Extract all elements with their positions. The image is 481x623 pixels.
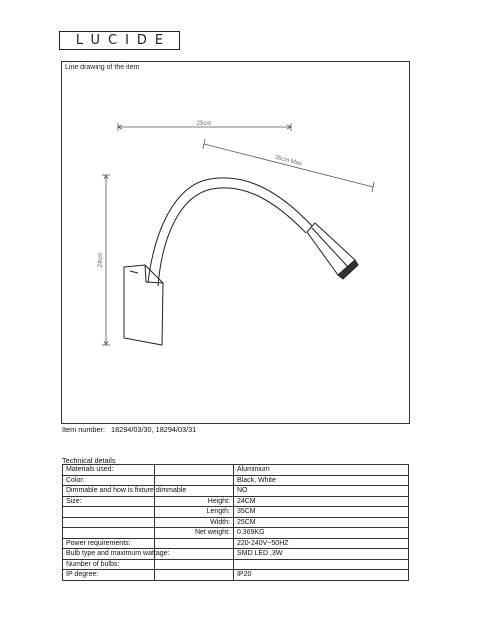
spec-sublabel bbox=[155, 570, 234, 581]
spec-sublabel: Length: bbox=[155, 507, 234, 518]
spec-label: Size: bbox=[63, 496, 155, 507]
spec-label: IP degree: bbox=[63, 570, 155, 581]
spec-sublabel bbox=[155, 559, 234, 570]
spec-label: Dimmable and how is fixture dimmable bbox=[63, 486, 155, 497]
height-dimension-label: 24cm bbox=[98, 252, 104, 268]
spec-value: 220-240V~50HZ bbox=[233, 538, 408, 549]
technical-details-table bbox=[62, 464, 409, 581]
table-row bbox=[63, 496, 409, 507]
table-row bbox=[63, 538, 409, 549]
technical-details-title: Technical details bbox=[62, 456, 116, 465]
table-row bbox=[63, 549, 409, 560]
spec-value: 25CM bbox=[233, 517, 408, 528]
spec-sublabel: Net weight: bbox=[155, 528, 234, 539]
table-row bbox=[63, 486, 409, 497]
spec-value: 24CM bbox=[233, 496, 408, 507]
spec-sublabel bbox=[155, 475, 234, 486]
spec-label: Bulb type and maximum wattage: bbox=[63, 549, 155, 560]
table-row bbox=[63, 475, 409, 486]
table-row bbox=[63, 559, 409, 570]
spec-value: 0.369KG bbox=[233, 528, 408, 539]
spec-value: Aluminium bbox=[233, 465, 408, 476]
item-number-value: 18294/03/30, 18294/03/31 bbox=[111, 425, 197, 434]
spec-sublabel: Height: bbox=[155, 496, 234, 507]
lamp-line-drawing bbox=[62, 62, 411, 425]
spec-sublabel bbox=[155, 465, 234, 476]
spec-label: Power requirements: bbox=[63, 538, 155, 549]
brand-logo: LUCIDE bbox=[59, 31, 180, 50]
width-dimension-label: 25cm bbox=[196, 121, 212, 127]
length-dimension-line bbox=[203, 139, 374, 192]
spec-value bbox=[233, 559, 408, 570]
table-row bbox=[63, 517, 409, 528]
line-drawing-panel bbox=[61, 61, 410, 424]
table-row bbox=[63, 507, 409, 518]
spec-label bbox=[63, 528, 155, 539]
length-dimension-label: 35cm Max bbox=[274, 154, 303, 168]
lamp-gooseneck-arm bbox=[148, 178, 312, 286]
spec-label: Number of bulbs: bbox=[63, 559, 155, 570]
spec-sublabel: Width: bbox=[155, 517, 234, 528]
spec-label: Materials used: bbox=[63, 465, 155, 476]
spec-label bbox=[63, 507, 155, 518]
drawing-title: Line drawing of the item bbox=[65, 64, 140, 71]
spec-value: Black, White bbox=[233, 475, 408, 486]
item-number-label: Item number: bbox=[62, 425, 105, 434]
item-number bbox=[62, 425, 196, 434]
spec-label: Color: bbox=[63, 475, 155, 486]
spec-label bbox=[63, 517, 155, 528]
spec-sublabel bbox=[155, 538, 234, 549]
spec-value: NO bbox=[233, 486, 408, 497]
lamp-base bbox=[124, 265, 163, 345]
spec-value: 35CM bbox=[233, 507, 408, 518]
spec-value: SMD LED ,3W bbox=[233, 549, 408, 560]
table-row bbox=[63, 528, 409, 539]
table-row bbox=[63, 465, 409, 476]
spec-value: IP20 bbox=[233, 570, 408, 581]
table-row bbox=[63, 570, 409, 581]
lamp-head bbox=[307, 223, 358, 279]
